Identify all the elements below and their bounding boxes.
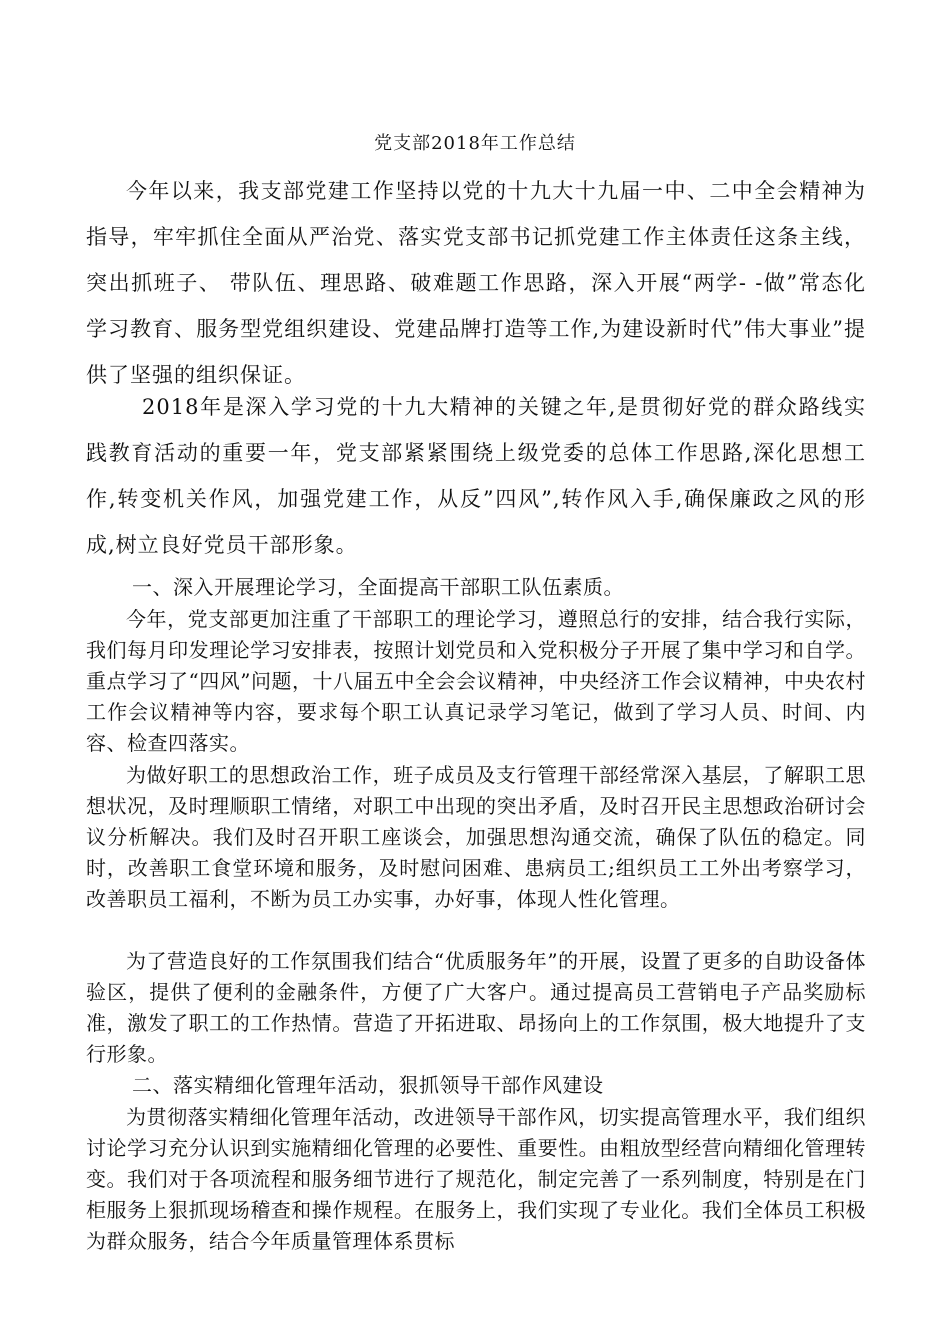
- document-title: 党支部2018年工作总结: [374, 133, 576, 154]
- intro-paragraph-1: 今年以来，我支部党建工作坚持以党的十九大十九届一中、二中全会精神为指导，牢牢抓住全面从严治党、落实党支部书记抓党建工作主体责任这条主线，突出抓班子、 带队伍、理思路、破难题工作思路，深入开展“两学- -做”常态化学习教育、服务型党组织建设、党建品牌打造等工作,为建设新时代”伟大事业”提供了坚强的组织保证。: [86, 179, 866, 387]
- body-paragraph-4: 为贯彻落实精细化管理年活动，改进领导干部作风，切实提高管理水平，我们组织讨论学习充分认识到实施精细化管理的必要性、重要性。由粗放型经营向精细化管理转变。我们对于各项流程和服务细节进行了规范化，制定完善了一系列制度，特别是在门柜服务上狠抓现场稽查和操作规程。在服务上，我们实现了专业化。我们全体员工积极为群众服务，结合今年质量管理体系贯标: [86, 1105, 866, 1253]
- body-paragraph-3: 为了营造良好的工作氛围我们结合“优质服务年”的开展，设置了更多的自助设备体验区，提供了便利的金融条件，方便了广大客户。通过提高员工营销电子产品奖励标准，激发了职工的工作热情。营造了开拓进取、昂扬向上的工作氛围，极大地提升了支行形象。: [86, 949, 866, 1066]
- body-paragraph-1: 今年，党支部更加注重了干部职工的理论学习，遵照总行的安排，结合我行实际，我们每月印发理论学习安排表，按照计划党员和入党积极分子开展了集中学习和自学。重点学习了“四风”问题，十八届五中全会会议精神，中央经济工作会议精神，中央农村工作会议精神等内容，要求每个职工认真记录学习笔记，做到了学习人员、时间、内容、检查四落实。: [86, 607, 866, 755]
- section-heading-2: 二、落实精细化管理年活动，狠抓领导干部作风建设: [132, 1073, 604, 1097]
- intro-paragraph-2: 2018年是深入学习党的十九大精神的关键之年,是贯彻好党的群众路线实践教育活动的重要一年，党支部紧紧围绕上级党委的总体工作思路,深化思想工作,转变机关作风，加强党建工作，从反”四风”,转作风入手,确保廉政之风的形成,树立良好党员干部形象。: [86, 395, 866, 557]
- body-paragraph-2: 为做好职工的思想政治工作，班子成员及支行管理干部经常深入基层，了解职工思想状况，及时理顺职工情绪，对职工中出现的突出矛盾，及时召开民主思想政治研讨会议分析解决。我们及时召开职工座谈会，加强思想沟通交流，确保了队伍的稳定。同时，改善职工食堂环境和服务，及时慰问困难、患病员工;组织员工工外出考察学习，改善职员工福利，不断为员工办实事，办好事，体现人性化管理。: [86, 763, 866, 911]
- section-heading-1: 一、深入开展理论学习，全面提高干部职工队伍素质。: [132, 575, 624, 599]
